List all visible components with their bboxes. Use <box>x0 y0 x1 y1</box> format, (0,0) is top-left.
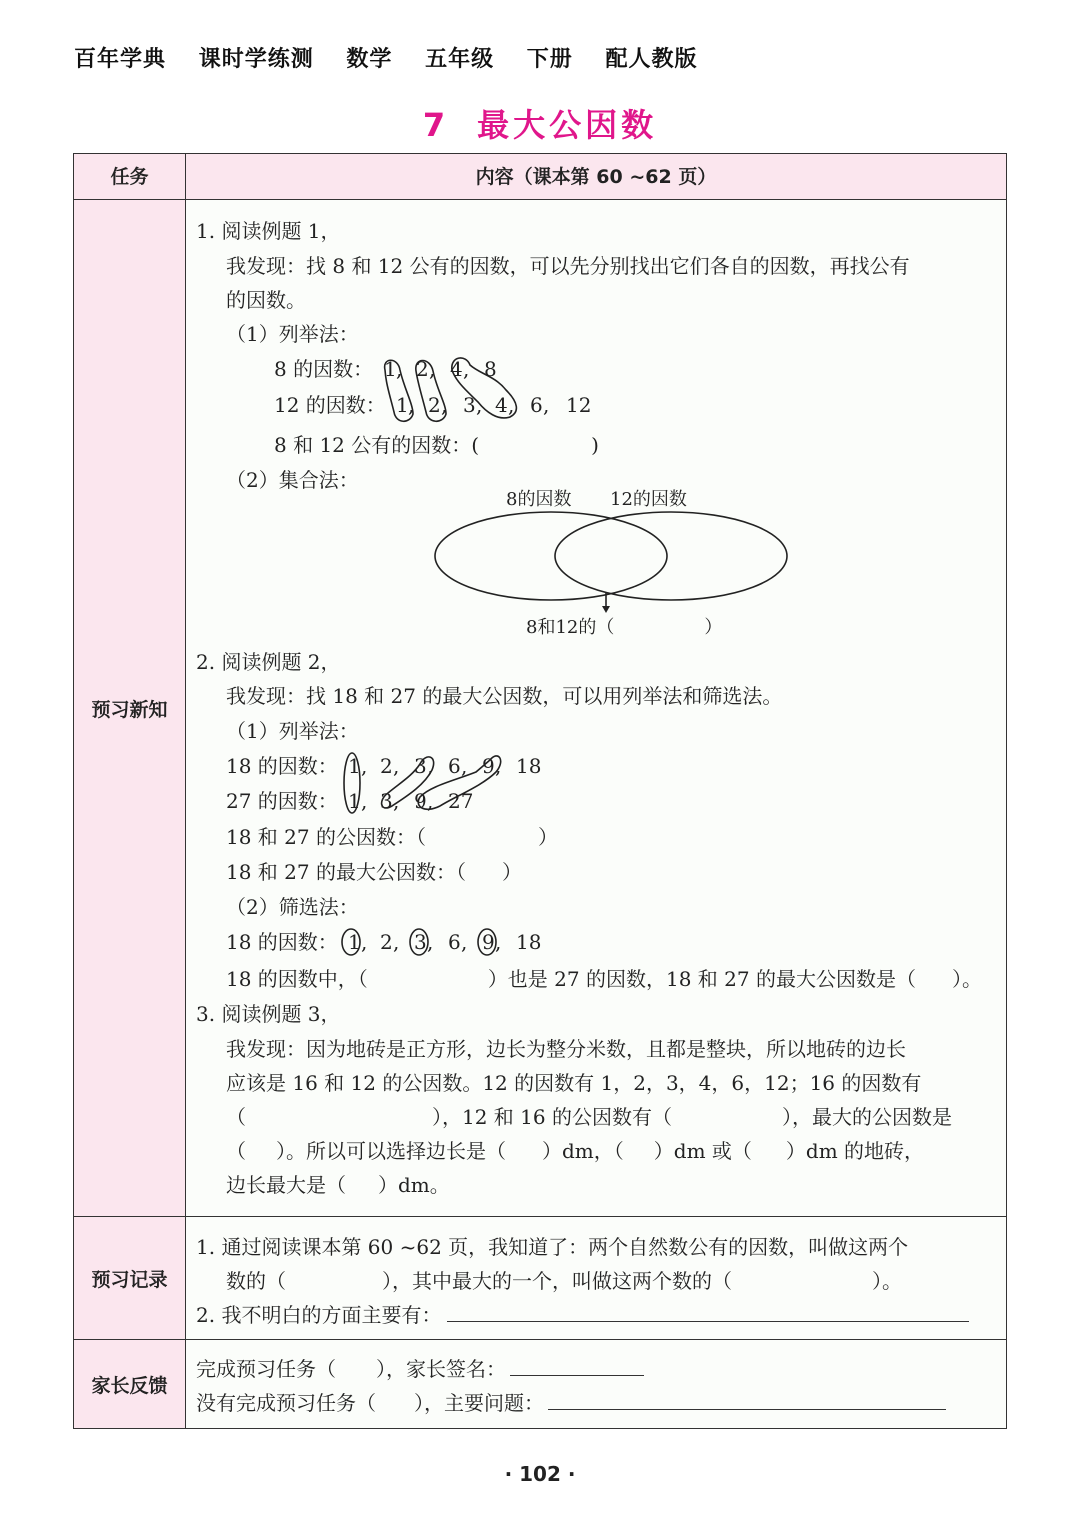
example2-title: 2. 阅读例题 2， <box>196 650 341 674</box>
factor-value: 18 <box>516 754 542 778</box>
row-label-record: 预习记录 <box>74 1217 186 1339</box>
factor-value: 2 <box>380 930 393 954</box>
factor-value: 1 <box>348 930 361 954</box>
factors-of-27-label: 27 的因数： <box>226 789 338 813</box>
factor-value: 6 <box>530 393 543 417</box>
selection-circle <box>410 929 428 955</box>
match-loop <box>382 757 434 808</box>
selection-circle <box>478 929 496 955</box>
factor-value: 3 <box>463 393 476 417</box>
header-item: 课时学练测 <box>198 47 314 72</box>
method-sieve: （2）筛选法： <box>226 895 359 919</box>
venn-right-label: 12的因数 <box>610 489 687 510</box>
factor-value: 18 <box>516 930 542 954</box>
factors-of-8-label: 8 的因数： <box>274 357 374 381</box>
column-header-content: 内容（课本第 60 ~62 页） <box>475 166 717 188</box>
lesson-number: 7 <box>422 106 450 144</box>
factor-value: 3 <box>414 930 427 954</box>
method-listing: （1）列举法： <box>226 719 359 743</box>
record-line: 1. 通过阅读课本第 60 ~62 页，我知道了：两个自然数公有的因数，叫做这两个 <box>196 1235 909 1259</box>
match-loop <box>344 753 360 813</box>
example3-line: 我发现：因为地砖是正方形，边长为整分米数，且都是整块，所以地砖的边长 <box>226 1037 906 1061</box>
sieve-sentence: 18 的因数中，（ ）也是 27 的因数，18 和 27 的最大公因数是（ ）。 <box>226 967 982 991</box>
method-listing: （1）列举法： <box>226 322 359 346</box>
factor-value: 9 <box>482 754 495 778</box>
parent-line: 没有完成预习任务（ ），主要问题： <box>196 1391 946 1415</box>
factor-value: 1 <box>348 789 361 813</box>
record-line: 数的（ ），其中最大的一个，叫做这两个数的（ ）。 <box>226 1269 902 1293</box>
method-set: （2）集合法： <box>226 468 359 492</box>
row-label-parent: 家长反馈 <box>74 1340 186 1428</box>
example1-finding: 我发现：找 8 和 12 公有的因数，可以先分别找出它们各自的因数，再找公有 <box>226 254 910 278</box>
match-loop <box>418 756 500 809</box>
factor-value: 3 <box>414 754 427 778</box>
parent-line: 完成预习任务（ ），家长签名： <box>196 1357 644 1381</box>
header-item: 百年学典 <box>74 47 167 72</box>
example1-finding-cont: 的因数。 <box>226 288 306 312</box>
factor-value: 27 <box>448 789 474 813</box>
header-item: 配人教版 <box>605 47 698 72</box>
common-factors-8-12: 8 和 12 公有的因数：( ) <box>274 433 599 457</box>
factors-of-12-label: 12 的因数： <box>274 393 386 417</box>
header-item: 下册 <box>526 47 573 72</box>
venn-set-8 <box>435 512 667 600</box>
factors-of-18-label: 18 的因数： <box>226 754 338 778</box>
match-loop <box>452 358 517 418</box>
factor-value: 3 <box>380 789 393 813</box>
match-loop <box>416 361 446 422</box>
example3-line: 应该是 16 和 12 的公因数。12 的因数有 1，2，3，4，6，12；16 的因数有 <box>226 1071 922 1095</box>
record-line: 2. 我不明白的方面主要有： <box>196 1303 969 1327</box>
example1-title: 1. 阅读例题 1， <box>196 219 341 243</box>
column-header-task: 任务 <box>74 154 186 200</box>
header-item: 五年级 <box>425 47 495 72</box>
example3-line: 边长最大是（ ）dm。 <box>226 1173 450 1197</box>
lesson-name: 最大公因数 <box>477 106 658 144</box>
header-item: 数学 <box>346 47 393 72</box>
factor-value: 2 <box>380 754 393 778</box>
factor-value: 6 <box>448 754 461 778</box>
venn-left-label: 8的因数 <box>506 489 572 510</box>
example3-line: （ ），12 和 16 的公因数有（ ），最大的公因数是 <box>226 1105 952 1129</box>
venn-set-12 <box>555 512 787 600</box>
example3-line: （ ）。所以可以选择边长是（ ）dm，（ ）dm 或（ ）dm 的地砖， <box>226 1139 925 1163</box>
factor-value: 2 <box>428 393 441 417</box>
factor-value: 8 <box>484 357 497 381</box>
factor-value: 1 <box>348 754 361 778</box>
selection-circle <box>342 929 360 955</box>
match-loop <box>385 360 413 421</box>
factor-value: 4 <box>450 357 463 381</box>
venn-intersection-label: 8和12的（ ） <box>526 617 723 638</box>
factor-value: 6 <box>448 930 461 954</box>
example3-title: 3. 阅读例题 3， <box>196 1002 341 1026</box>
factor-value: 9 <box>414 789 427 813</box>
factor-value: 2 <box>416 357 429 381</box>
factor-value: 4 <box>495 393 508 417</box>
factor-value: 12 <box>566 393 592 417</box>
page-number: · 102 · <box>504 1462 576 1486</box>
common-factors-18-27: 18 和 27 的公因数：（ ） <box>226 825 558 849</box>
example2-finding: 我发现：找 18 和 27 的最大公因数，可以用列举法和筛选法。 <box>226 684 783 708</box>
row-label-preview: 预习新知 <box>74 200 186 1216</box>
arrow-head-icon <box>602 606 610 613</box>
factor-value: 1 <box>396 393 409 417</box>
factor-value: 9 <box>482 930 495 954</box>
row-body-preview: 1. 阅读例题 1， 我发现：找 8 和 12 公有的因数，可以先分别找出它们各自的因数，再找公有 的因数。 （1）列举法： 8 的因数： 1 , 2 , 4 , 8 12 的因数： 1 , 2 , 3 , 4 , 6 , 12 8 和 12 公有的因数：( ) （2）集合法： 8的因数 12的因数 8和12的（ ） 2. 阅读例题 2， 我发现：找 18 和 27 的最大公因数，可以用列举法和筛选法。 （1）列举法： 18 的因数： 1 , 2 , 3 , 6 , 9 , 18 27 的因数： 1 , 3 , 9 , 27 18 和 27 的公因数：（ ） 18 和 27 的最大公因数：（ ） （2）筛选法： 18 的因数： 1 , 2 , 3 , 6 , 9 , 18 18 的因数中，（ ）也是 27 的因数，18 和 27 的最大公因数是（ ）。 3. 阅读例题 3， 我发现：因为地砖是正方形，边长为整分米数，且都是整块，所以地砖的边长 应该是 16 和 12 的公因数。12 的因数有 1，2，3，4，6，12；16 的因数有 （ ），12 和 16 的公因数有（ ），最大的公因数是 （ ）。所以可以选择边长是（ ）dm，（ ）dm 或（ ）dm 的地砖， 边长最大是（ ）dm。 <box>186 200 1006 1216</box>
factor-value: 1 <box>384 357 397 381</box>
gcf-18-27: 18 和 27 的最大公因数：（ ） <box>226 860 522 884</box>
sieve-factors-18-label: 18 的因数： <box>226 930 338 954</box>
